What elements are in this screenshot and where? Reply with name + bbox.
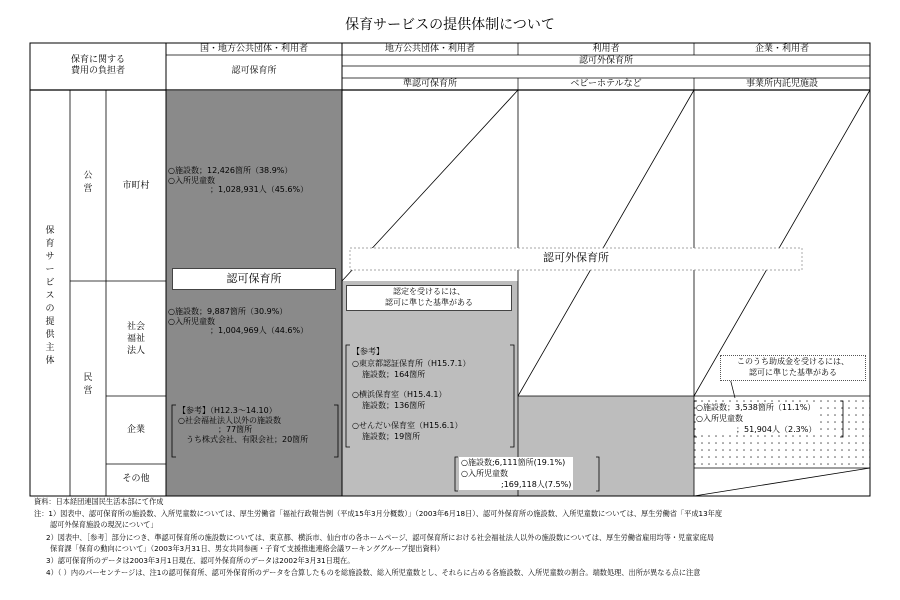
licensed-private-children-value: ；1,004,969人（44.6%） <box>210 326 309 336</box>
tokyo-count: 施設数；164箇所 <box>362 370 426 379</box>
other-label: その他 <box>122 474 150 484</box>
licensed-reference <box>178 406 308 444</box>
subsidy-note <box>720 355 866 381</box>
col1-burden: 国・地方公共団体・利用者 <box>199 44 308 54</box>
unlicensed-label: 認可外保育所 <box>543 251 609 264</box>
licensed-ref-title: 【参考】（H12.3～14.10） <box>178 406 277 415</box>
licensed-public-children-value: ；1,028,931人（45.6%） <box>210 185 309 195</box>
yokohama-count: 施設数；136箇所 <box>362 401 426 410</box>
note-1a: 注：1）図表中、認可保育所の施設数、入所児童数については、厚生労働省「福祉行政報告例（平成15年3月分概数）」（2003年6月18日）、認可外保育所の施設数、入所児童数については、厚生労働省「平成13年度 <box>34 509 723 518</box>
col1-type: 認可保育所 <box>231 66 277 76</box>
subsidy-note-line1: このうち助成金を受けるには、 <box>737 357 849 366</box>
licensed-ref-line3: うち株式会社、有限会社；20箇所 <box>186 434 309 444</box>
semi-ref-title: 【参考】 <box>352 347 384 356</box>
licensed-ref-line1: ○社会福祉法人以外の施設数 <box>178 415 281 425</box>
source-note: 資料：日本経団連国民生活本部にて作成 <box>34 497 164 506</box>
note-4: 4）（ ）内のパーセンテージは、注1の認可保育所、認可外保育所のデータを合算したものを総施設数、総入所児童数とし、それらに占める各施設数、入所児童数の割合。端数処理、出所が異なる点に注意 <box>46 568 701 577</box>
private-label: 民営 <box>83 373 93 396</box>
col2-type: 準認可保育所 <box>402 79 457 89</box>
note-2b: 保育課「保育の動向について」（2003年3月31日、男女共同参画・子育て支援推進連絡会議ワーキンググループ提出資料） <box>50 544 445 553</box>
col4-type: 事業所内託児施設 <box>745 79 818 89</box>
tokyo-certified: ○東京都認証保育所（H15.7.1） <box>352 358 471 368</box>
subsidy-note-line2: 認可に準じた基準がある <box>749 368 837 377</box>
col2-burden: 地方公共団体・利用者 <box>384 44 475 54</box>
sendai-count: 施設数；19箇所 <box>362 432 421 441</box>
semi-licensed-reference <box>352 346 470 443</box>
provider-label: 保育サービスの提供主体 <box>45 226 55 366</box>
burden-label-line1: 保育に関する <box>70 55 125 65</box>
note-2a: 2）図表中、［参考］部分につき、準認可保育所の施設数については、東京都、横浜市、仙台市の各ホームページ、認可保育所における社会福祉法人以外の施設数については、厚生労働省雇用均等・児童家庭局 <box>46 533 714 542</box>
social-welfare-text: 社会福祉法人 <box>126 322 145 356</box>
unlicensed-total-children-label: ○入所児童数 <box>461 469 508 478</box>
yokohama-room: ○横浜保育室（H15.4.1） <box>352 389 447 399</box>
burden-label-line2: 費用の負担者 <box>70 65 125 76</box>
licensed-private-stats <box>168 307 308 336</box>
workplace-children-label: ○入所児童数 <box>696 414 743 423</box>
company-label: 企業 <box>126 425 145 435</box>
col3-type: ベビーホテルなど <box>570 79 642 89</box>
standard-note-line2: 認可に準じた基準がある <box>385 298 473 307</box>
licensed-public-stats <box>168 166 308 195</box>
municipality-label: 市町村 <box>122 181 150 191</box>
col3-burden: 利用者 <box>592 44 620 54</box>
workplace-facilities: ○施設数；3,538箇所（11.1%） <box>696 403 816 412</box>
col4-burden: 企業・利用者 <box>754 44 809 54</box>
social-welfare-label <box>106 321 166 357</box>
standard-note <box>346 285 512 311</box>
licensed-public-children-label: ○入所児童数 <box>168 175 215 185</box>
workplace-stats <box>696 402 819 435</box>
unlicensed-total-stats <box>459 457 573 490</box>
sendai-room: ○せんだい保育室（H15.6.1） <box>352 420 463 430</box>
licensed-ref-line2: ；77箇所 <box>218 425 253 435</box>
unlicensed-type: 認可外保育所 <box>578 56 633 66</box>
workplace-children-value: ；51,904人（2.3%） <box>736 425 817 434</box>
burden-label <box>30 55 166 77</box>
licensed-label-box: 認可保育所 <box>172 268 336 290</box>
unlicensed-total-facilities: ○施設数;6,111箇所(19.1%) <box>461 458 566 467</box>
page-title: 保育サービスの提供体制について <box>345 17 555 33</box>
unlicensed-total-children-value: ;169,118人(7.5%) <box>501 480 572 489</box>
note-3: 3）認可保育所のデータは2003年3月1日現在、認可外保育所のデータは2002年3月31日現在。 <box>46 556 355 565</box>
licensed-private-facilities: ○施設数；9,887箇所（30.9%） <box>168 307 288 316</box>
note-1b: 認可外保育施設の現況について」 <box>50 520 158 529</box>
public-label: 公営 <box>83 171 93 194</box>
licensed-public-facilities: ○施設数；12,426箇所（38.9%） <box>168 166 293 175</box>
licensed-private-children-label: ○入所児童数 <box>168 316 215 326</box>
standard-note-line1: 認定を受けるには、 <box>393 287 465 296</box>
